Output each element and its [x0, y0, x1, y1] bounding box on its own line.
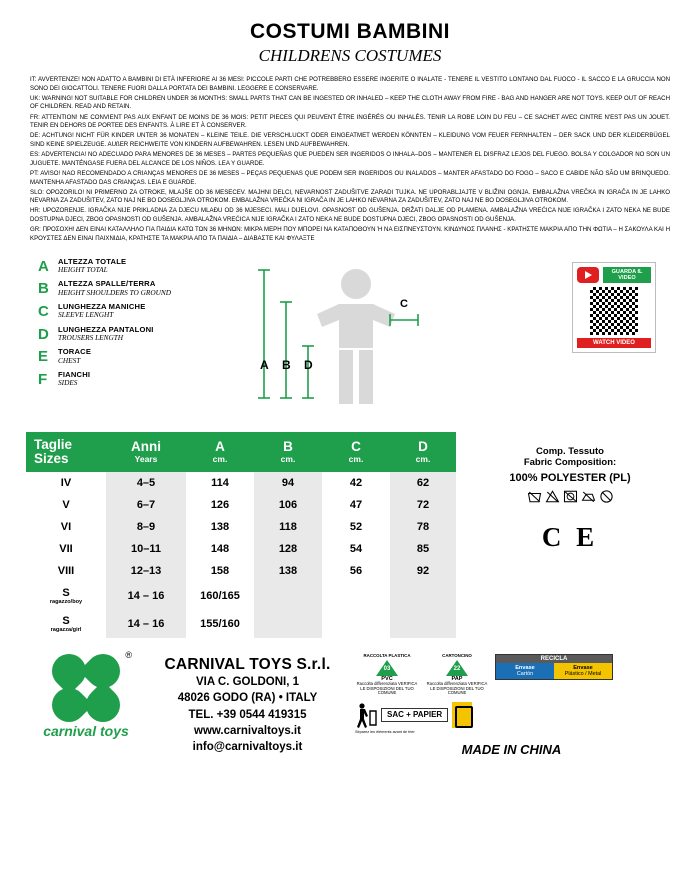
recycle-pvc-label: PVC [381, 675, 393, 682]
registered-mark: ® [125, 649, 132, 660]
address-line-1: VIA C. GOLDONI, 1 [195, 675, 300, 688]
address-line-2: 48026 GODO (RA) • ITALY [177, 692, 318, 705]
cell-c: 54 [349, 542, 363, 555]
col-header-sizes: Taglie Sizes [26, 432, 106, 472]
legend-item [38, 280, 204, 297]
clover-icon [49, 654, 123, 728]
recycle-pvc-top: RACCOLTA PLASTICA [363, 652, 411, 658]
legend-letter: A [38, 257, 49, 275]
legend-label-en: HEIGHT TOTAL [58, 265, 108, 275]
cell-years: 14 – 16 [106, 582, 186, 610]
legend-label-it: FIANCHI [58, 369, 91, 379]
recicla-plastic-top: Envase [573, 664, 593, 671]
legend-item [38, 371, 204, 388]
footer [18, 644, 682, 757]
cell-a: 155/160 [200, 617, 240, 630]
cell-size-value: S [62, 586, 70, 599]
cell-size: VIII [57, 564, 75, 577]
col-header-b: B cm. [254, 432, 322, 472]
cell-c [322, 610, 390, 638]
cell-b: 106 [254, 494, 322, 516]
cell-d: 62 [390, 472, 456, 494]
phone-number: TEL. +39 0544 419315 [188, 708, 307, 721]
warning-es: ES: ADVERTENCIA! NO ADECUADO PARA MENORES DE 36 MESES – PARTES PEQUEÑAS QUE PUEDEN SER INGERIDOS O INHALA–DOS – MANTENER EL DISFRAZ LEJOS DEL FUEGO. BOLSA Y COLGADOR NO SON UN JUGUETE. MANTÉNGASE FUERA DEL ALCANCE DE LOS NIÑOS. LEA Y GUARDE. [30, 151, 670, 167]
recycle-pap-note: Raccolta differenziata VERIFICA LE DISPOSIZIONI DEL TUO COMUNE [426, 680, 488, 696]
legend-item [38, 258, 204, 275]
figure-label-b: B [282, 357, 291, 372]
recycling-info [355, 650, 668, 757]
recycle-pap-label: PAP [451, 675, 463, 682]
figure-label-c: C [400, 297, 408, 310]
body-figure-svg [204, 258, 464, 418]
company-logo [32, 650, 140, 757]
recicla-badge [495, 654, 613, 680]
legend-label-it: ALTEZZA SPALLE/TERRA [58, 279, 156, 289]
throw-in-bin-icon [355, 702, 377, 728]
cell-a: 126 [210, 498, 230, 511]
cell-size-value: S [62, 614, 70, 627]
cell-a: 160/165 [200, 589, 240, 602]
cell-b [254, 582, 322, 610]
company-name: CARNIVAL TOYS S.r.l. [164, 655, 331, 673]
recicla-carton [496, 663, 554, 679]
cell-d [390, 610, 456, 638]
cell-years: 14 – 16 [106, 610, 186, 638]
cell-a: 148 [210, 542, 230, 555]
cell-years: 10–11 [106, 538, 186, 560]
measurement-section [18, 258, 682, 418]
iron-care-icon [581, 489, 596, 504]
cell-c: 52 [349, 520, 363, 533]
cell-b [254, 610, 322, 638]
warning-uk: UK: WARNING! NOT SUITABLE FOR CHILDREN UNDER 36 MONTHS: SMALL PARTS THAT CAN BE INGESTED OR INHALED – KEEP THE CLOTH AWAY FROM FIRE - BAG AND HANGER ARE NOT TOYS. KEEP OUT OF REACH OF CHILDREN. READ AND RETAIN. [30, 94, 670, 111]
legend-label-it: LUNGHEZZA MANICHE [58, 301, 146, 311]
legend-label-en: HEIGHT SHOULDERS TO GROUND [58, 287, 172, 297]
legend-label-en: SIDES [58, 378, 78, 388]
fabric-label-it: Comp. Tessuto [536, 445, 604, 457]
table-row [26, 582, 456, 610]
video-badge[interactable] [554, 258, 674, 354]
legend-label-it: LUNGHEZZA PANTALONI [58, 324, 154, 334]
sac-papier-badge: SAC + PAPIER [381, 708, 448, 722]
cell-a: 114 [211, 476, 229, 489]
cell-b: 118 [254, 516, 322, 538]
cell-size [26, 610, 106, 638]
cell-a: 138 [210, 520, 230, 533]
sorting-note: Séparez les éléments avant de trier [355, 730, 415, 735]
table-row [26, 516, 456, 538]
recycle-pvc-code: 03 [383, 665, 391, 672]
made-in-label: MADE IN CHINA [461, 742, 562, 758]
col-header-years: Anni Years [106, 432, 186, 472]
dry-clean-care-icon [599, 489, 614, 504]
col-header-c: C cm. [322, 432, 390, 472]
fabric-label-en: Fabric Composition: [523, 457, 617, 469]
cell-d: 78 [390, 516, 456, 538]
warnings-block [18, 76, 682, 244]
warning-gr: GR: ΠΡΟΣΟΧΗ! ΔΕΝ ΕΙΝΑΙ ΚΑΤΑΛΛΗΛΟ ΓΙΑ ΠΑΙΔΙΑ ΚΑΤΩ ΤΩΝ 36 ΜΗΝΩΝ: ΜΙΚΡΑ ΜΕΡΗ ΠΟΥ ΜΠΟΡΕΙ ΝΑ ΚΑΤΑΠΟΘΟΥΝ Ή ΝΑ ΕΙΣΠΝΕΥΣΤΟΥΝ. ΚΙΝΔΥΝΟΣ ΠΛΑΝΗΣ - ΚΡΑΤΗΣΤΕ ΜΑΚΡΙΑ ΑΠΟ ΤΗΝ ΦΩΤΙΑ – Η ΣΑΚΟΥΛΑ ΚΑΙ Η ΚΡΟΥΣΤΕΣ ΔΕΝ ΕΙΝΑΙ ΠΑΙΧΝΙΔΙΑ, ΚΡΑΤΗΣΤΕ ΤΑ ΜΑΚΡΙΑ ΑΠΟ ΤΑ ΠΑΙΔΙΑ – ΔΙΑΒΑΣΤΕ ΚΑΙ ΦΥΛΑΞΤΕ [30, 226, 670, 242]
legend-letter: B [38, 280, 49, 298]
legend-label-it: ALTEZZA TOTALE [58, 256, 127, 266]
qr-code[interactable] [590, 287, 638, 335]
table-row [26, 472, 456, 494]
table-row [26, 560, 456, 582]
cell-size [26, 582, 106, 610]
col-header-d: D cm. [390, 432, 456, 472]
cell-d: 85 [390, 538, 456, 560]
recicla-title: RECICLA [496, 655, 612, 663]
legend-label-it: TORACE [58, 347, 92, 357]
cell-size: VII [59, 542, 73, 555]
youtube-icon [577, 267, 599, 283]
warning-fr: FR: ATTENTION! NE CONVIENT PAS AUX ENFANT DE MOINS DE 36 MOIS: PETIT PIECES QUI PEUVENT ÊTRE INGÉRÉS OU INHALÉS. TENIR LA ROBE LOIN DU FEU – CE SACHET AVEC CINTRE N'EST PAS UN JOUET. TENIR EN DEHORS DE PORTEE DES ENFANTS. À LIRE ET À CONSERVER. [30, 113, 670, 130]
recycle-pap-code: 22 [453, 665, 461, 672]
table-row [26, 538, 456, 560]
recycle-pvc-note: Raccolta differenziata VERIFICA LE DISPOSIZIONI DEL TUO COMUNE [356, 680, 418, 696]
video-badge-title: GUARDA IL VIDEO [603, 267, 651, 284]
tumble-dry-care-icon [563, 489, 578, 504]
cell-years: 4–5 [106, 472, 186, 494]
recicla-plastic [554, 663, 612, 679]
cell-d: 92 [390, 560, 456, 582]
cell-years: 6–7 [106, 494, 186, 516]
wash-care-icon [527, 489, 542, 504]
fabric-composition: 100% POLYESTER (PL) [509, 472, 631, 485]
table-header-row [26, 432, 456, 472]
warning-slo: SLO: OPOZORILO! NI PRIMERNO ZA OTROKE, MLAJŠE OD 36 MESECEV. MAJHNI DELCI, NEVARNOST ZADUŠITVE ZARADI TUJKA. NE UPORABLJAJTE V BLIŽINI OGNJA. EMBALAŽNA VREČKA IN IGRAČA IN JE LAHKO NEVARNA ZA ZADUŠITEV, ZATO NAJ NE BO DOSEGLJIVA OTROKOM. EMBALAŽNA VREČKA NI IGRAČA IN JE LAHKO NEVARNA ZA ZADUŠITEV, ZATO NAJ NE BO DOSEGLJIVA OTROKOM. [30, 188, 670, 205]
warning-it: IT: AVVERTENZE! NON ADATTO A BAMBINI DI ETÀ INFERIORE AI 36 MESI: PICCOLE PARTI CHE POTREBBERO ESSERE INGERITE O INALATE - TENERE IL VESTITO LONTANO DAL FUOCO - IL SACCO E LA GRUCCIA NON SONO DEI GIOCATTOLI. TENERE FUORI DALLA PORTATA DEI BAMBINI. LEGGERE E CONSERVARE. [30, 76, 670, 92]
legend-letter: C [38, 302, 49, 320]
cell-b: 94 [254, 472, 322, 494]
ce-mark: C E [541, 522, 599, 553]
watch-video-button[interactable]: WATCH VIDEO [577, 338, 651, 348]
company-address [140, 650, 355, 757]
legend-letter: F [38, 370, 48, 388]
warning-hr: HR: UPOZORENJE. IGRAČKA NIJE PRIKLADNA ZA DJECU MLAĐU OD 36 MJESECI. MALI DIJELOVI. OPASNOST OD GUŠENJA. DRŽATI DALJE OD PLAMENA. AMBALAŽNA VREĆICA NIJE IGRAČKA I ZATO NEKA NE BUDE DOSTUPNA DJECI, ZBOG OPASNOSTI OD GUŠENJA. AMBALAŽNA VREĆICA NIJE IGRAČKA I ZATO NEKA NE BUDE DOSTUPNA DJECI, ZBOG OPASNOSTI OD GUŠENJA. [30, 207, 670, 224]
warning-pt: PT: AVISO! NAO RECOMENDADO A CRIANÇAS MENORES DE 36 MESES – PEÇAS PEQUENAS QUE PODEM SER INGERIDOS OU INALADOS – MANTER AFASTADO DO FOGO – SACO E CABIDE NÃO SÃO UM BRINQUEDO. MANTENHA AFASTADO DAS CRIANÇAS. LEIA E GUARDE. [30, 169, 670, 186]
recycle-triangle-icon [376, 660, 398, 676]
recycle-pap-top: CARTONCINO [442, 652, 472, 658]
cell-c: 47 [349, 498, 363, 511]
page-title: COSTUMI BAMBINI [250, 20, 450, 43]
recicla-carton-bottom: Cartón [516, 670, 534, 677]
recycle-triangle-icon [446, 660, 468, 676]
cell-c: 42 [349, 476, 363, 489]
cell-a: 158 [210, 564, 230, 577]
table-row [26, 494, 456, 516]
recycle-badge-pap [425, 654, 489, 696]
recicla-carton-top: Envase [515, 664, 535, 671]
measurement-legend [26, 258, 204, 394]
legend-item [38, 326, 204, 343]
logo-wordmark: carnival toys [43, 722, 129, 739]
website-url[interactable]: www.carnivaltoys.it [194, 724, 301, 737]
cell-years: 12–13 [106, 560, 186, 582]
cell-b: 128 [254, 538, 322, 560]
fabric-info [466, 418, 674, 638]
warning-de: DE: ACHTUNG! NICHT FÜR KINDER UNTER 36 MONATEN – KLEINE TEILE. DIE VERSCHLUCKT ODER EINGEATMET WERDEN KÖNNTEN – KLEIDUNG VOM FEUER FERNHALTEN – DER SACK UND DER KLEIDERBÜGEL SIND KEINE SPIELZEUGE. AUßER REICHWEITE VON KINDERN AUFBEWAHREN. LESEN UND AUFBEWAHREN. [30, 132, 670, 148]
recycle-badge-pvc [355, 654, 419, 696]
cell-size-note: ragazzo/boy [49, 598, 83, 605]
figure-label-a: A [260, 357, 269, 372]
care-symbols [466, 489, 674, 504]
table-row [26, 610, 456, 638]
measurement-figure [204, 258, 554, 418]
legend-label-en: TROUSERS LENGTH [58, 333, 124, 343]
page-subtitle: CHILDRENS COSTUMES [258, 46, 442, 65]
yellow-bin-icon [452, 702, 472, 728]
col-header-a: A cm. [186, 432, 254, 472]
legend-item [38, 303, 204, 320]
bleach-care-icon [545, 489, 560, 504]
legend-item [38, 348, 204, 365]
cell-c [322, 582, 390, 610]
cell-b: 138 [254, 560, 322, 582]
legend-letter: D [38, 325, 49, 343]
figure-label-d: D [304, 357, 313, 372]
cell-size: V [62, 498, 70, 511]
legend-letter: E [38, 348, 49, 366]
cell-d [390, 582, 456, 610]
cell-years: 8–9 [106, 516, 186, 538]
legend-label-en: SLEEVE LENGHT [58, 310, 114, 320]
legend-label-en: CHEST [58, 355, 81, 365]
email-address[interactable]: info@carnivaltoys.it [192, 741, 303, 754]
size-table [26, 432, 456, 638]
cell-d: 72 [390, 494, 456, 516]
cell-c: 56 [349, 564, 363, 577]
cell-size: VI [60, 520, 72, 533]
cell-size: IV [60, 476, 72, 489]
cell-size-note: ragazza/girl [50, 626, 82, 633]
recicla-plastic-bottom: Plástico / Metal [564, 670, 602, 677]
